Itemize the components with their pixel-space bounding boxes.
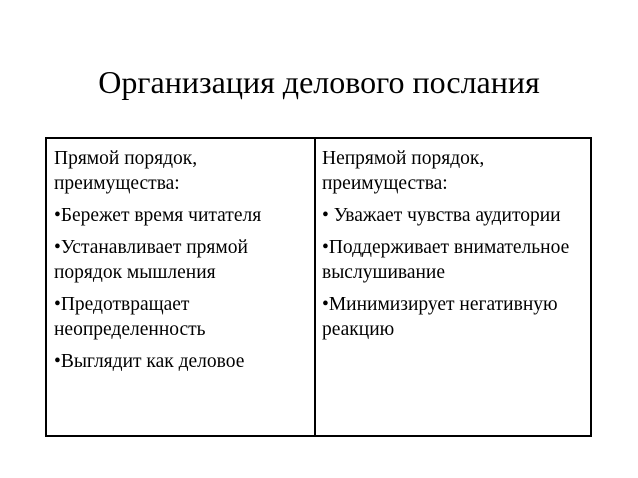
direct-order-item-prevents-uncertainty: •Предотвращает неопределенность [54, 294, 206, 340]
direct-order-heading: Прямой порядок, преимущества: [54, 148, 198, 194]
comparison-table [45, 137, 592, 437]
direct-order-item-direct-thinking: •Устанавливает прямой порядок мышления [54, 237, 248, 283]
slide-title: Организация делового послания [98, 64, 540, 100]
indirect-order-column [316, 139, 590, 435]
indirect-order-heading: Непрямой порядок, преимущества: [322, 148, 485, 194]
direct-order-column [47, 139, 316, 435]
indirect-order-item-minimizes-reaction: •Минимизирует негативную реакцию [322, 294, 558, 340]
indirect-order-item-respects-feelings: • Уважает чувства аудитории [322, 205, 561, 226]
direct-order-item-looks-businesslike: •Выглядит как деловое [54, 351, 245, 372]
indirect-order-item-attentive-listening: •Поддерживает внимательное выслушивание [322, 237, 570, 283]
direct-order-item-saves-time: •Бережет время читателя [54, 205, 262, 226]
